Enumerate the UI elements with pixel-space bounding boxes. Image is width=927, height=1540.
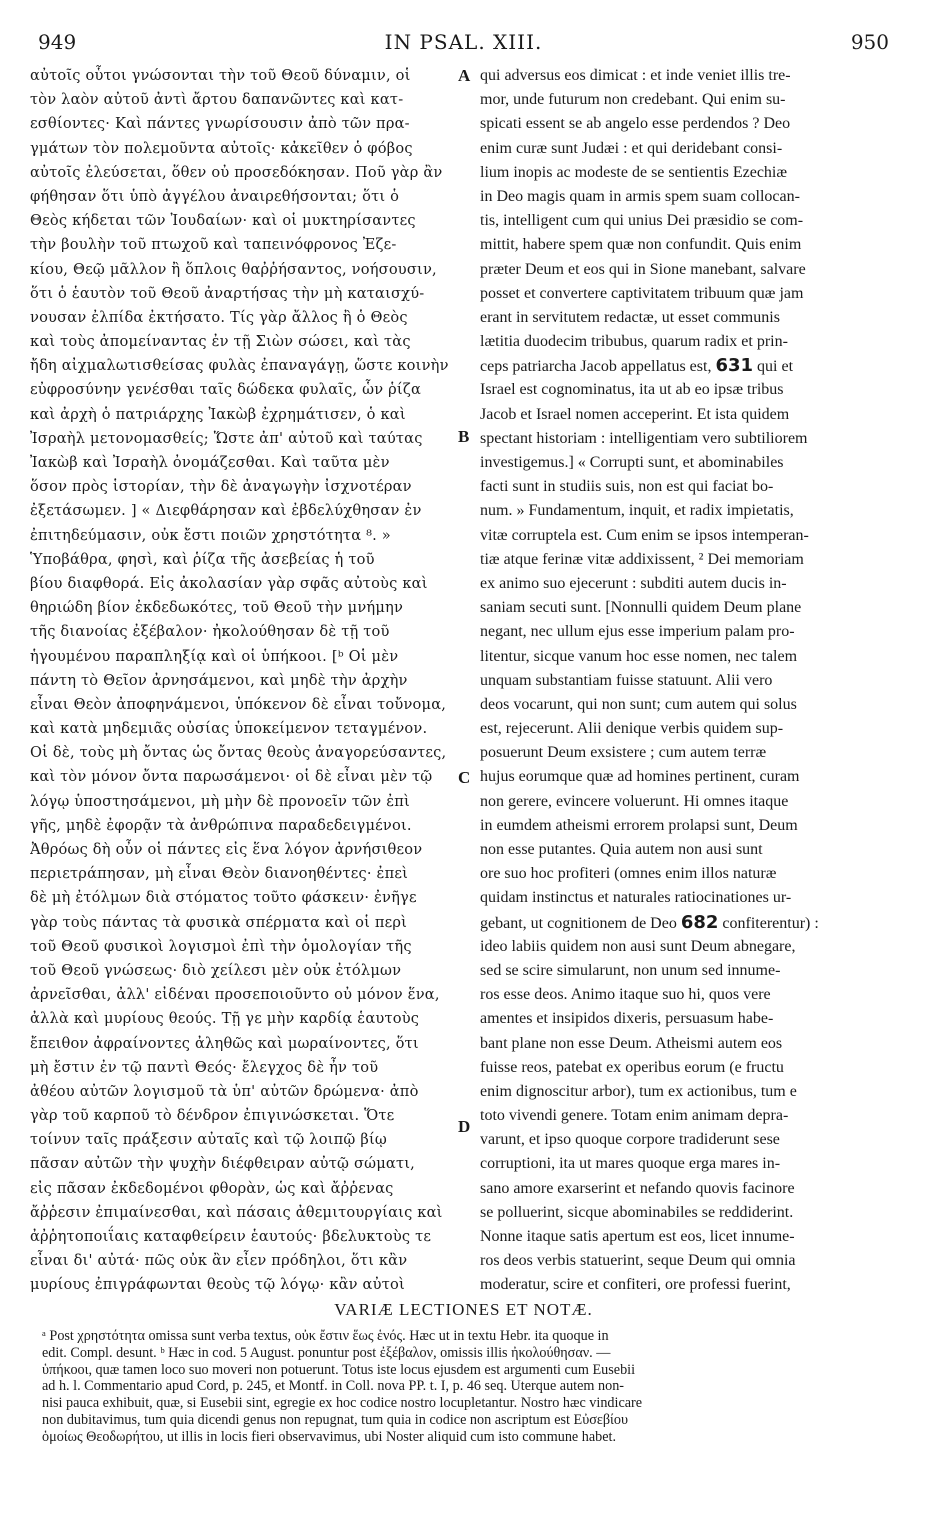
latin-text-line: saniam secuti sunt. [Nonnulli quidem Deum plane xyxy=(480,599,802,617)
left-page-number: 949 xyxy=(38,30,77,54)
greek-text-line: Ἀθρόως δὴ οὖν οἱ πάντες εἰς ἕνα λόγον ἀρνήσιθεον xyxy=(30,841,423,858)
latin-text-line: non esse putantes. Quia autem non ausi sunt xyxy=(480,841,763,858)
latin-text-line: sano amore exarserint et nefando quovis facinore xyxy=(480,1179,795,1197)
note-line: ᵃ Post χρηστότητα omissa sunt verba textus, οὐκ ἔστιν ἕως ἑνός. Hæc ut in textu Hebr. ita quoque in xyxy=(42,1328,609,1344)
latin-text-line: tiæ atque ferinæ vitæ addixissent, ² Dei memoriam xyxy=(480,550,804,568)
latin-text-line: posuerunt Deum exsistere ; cum autem terræ xyxy=(480,744,767,762)
column-number: 631 xyxy=(715,355,754,377)
latin-text-line: spectant historiam : intelligentiam vero subtiliorem xyxy=(480,429,808,447)
latin-text-line: vitæ corruptela est. Cum enim se ipsos intemperan- xyxy=(480,526,809,544)
note-line: ὑπήκοοι, quæ tamen loco suo moveri non potuerunt. Totus iste locus ejusdem est argumenti cum Eusebii xyxy=(42,1361,636,1378)
greek-text-line: καὶ τὸν μόνον ὄντα παρωσάμενοι· οἱ δὲ εἶναι μὲν τῷ xyxy=(30,768,433,786)
latin-text-line: litentur, sicque vanum hoc esse nomen, nec talem xyxy=(480,647,798,665)
latin-text-line: mor, unde futurum non credebant. Qui enim su- xyxy=(480,91,786,109)
greek-text-line: εἶναι Θεὸν ἀποφηνάμενοι, ὑπόκενον δὲ εἶναι τοὔνομα, xyxy=(30,695,447,713)
latin-text-line: facti sunt in studiis suis, non est qui faciat bo- xyxy=(480,478,774,496)
latin-text-line: toto vivendi genere. Totam enim animam depra- xyxy=(480,1107,789,1125)
latin-text-line: lium inopis ac modeste de se sentientis Ezechiæ xyxy=(480,163,788,181)
greek-text-line: Ὑποβάθρα, φησὶ, καὶ ῥίζα τῆς ἀσεβείας ἡ τοῦ xyxy=(30,550,375,568)
greek-text-line: τῆς διανοίας ἐξέβαλον· ἠκολούθησαν δὲ τῇ τοῦ xyxy=(30,623,390,641)
note-line: non dubitavimus, tum quia dicendi genus non repugnat, tum quia in codice non ascriptum est Εὐσεβίου xyxy=(42,1411,628,1428)
right-page-number: 950 xyxy=(850,30,889,54)
section-marker-b: B xyxy=(458,427,470,446)
latin-text-line: non gerere, evincere voluerunt. Hi omnes itaque xyxy=(480,792,789,810)
greek-text-line: εἰς πᾶσαν ἐκδεδομένοι φθορὰν, ὡς καὶ ἄῤῥενας xyxy=(30,1179,394,1197)
latin-text-column xyxy=(480,64,900,1298)
latin-text-line: enim curæ sunt Judæi : et qui deridebant consi- xyxy=(480,139,783,157)
greek-text-line: καὶ κατὰ μηδεμιᾶς οὐσίας ὑποκείμενον τεταγμένον. xyxy=(30,720,428,738)
notes-block xyxy=(42,1328,900,1446)
latin-text-line: ros esse deos. Animo itaque suo hi, quos vere xyxy=(480,986,771,1004)
greek-text-line: εἶναι δι' αὐτά· πῶς οὐκ ἂν εἶεν πρόδηλοι, ὅτι κἂν xyxy=(30,1252,408,1270)
note-line: nisi pauca exhibuit, quæ, si Eusebii sint, egregie ex hoc codice nostro locupletantur. Nostro hæc vindicare xyxy=(42,1395,643,1412)
section-marker-a: A xyxy=(458,66,471,85)
latin-text-line: varunt, et ipso quoque corpore tradiderunt sese xyxy=(480,1131,780,1149)
greek-text-line: τοῦ Θεοῦ φυσικοὶ λογισμοὶ ἐπὶ τὴν ὁμολογίαν τῆς xyxy=(30,937,412,955)
latin-text-line: ex animo suo ejecerunt : subditi autem ducis in- xyxy=(480,574,787,592)
latin-text-line: ore suo hoc profiteri (omnes enim illos naturæ xyxy=(480,865,777,883)
greek-text-line: ἤδη αἰχμαλωτισθείσας φυλὰς ἐπαναγάγῃ, ὥστε κοινὴν xyxy=(30,357,449,375)
latin-text-line: enim dignoscitur arbor), tum ex actionibus, tum e xyxy=(480,1082,797,1100)
latin-text-line: erant in servitutem redactæ, ut esset communis xyxy=(480,308,780,326)
greek-text-line: αὐτοῖς οὗτοι γνώσονται τὴν τοῦ Θεοῦ δύναμιν, οἱ xyxy=(30,67,411,84)
greek-text-line: μυρίους ἐπιγράφωνται θεοὺς τῷ λόγῳ· κἂν αὐτοὶ xyxy=(30,1276,405,1294)
greek-text-line: τοίνυν ταῖς πράξεσιν αὐταῖς καὶ τῷ λοιπῷ βίῳ xyxy=(30,1131,388,1149)
running-title: IN PSAL. XIII. xyxy=(384,30,543,54)
latin-text-line: deos vocarunt, qui non sunt; cum autem qui solus xyxy=(480,695,797,713)
latin-text-line: lætitia duodecim tribubus, quarum radix et prin- xyxy=(480,333,788,351)
latin-text-line: spicati essent se ab angelo esse perdendos ? Deo xyxy=(480,115,791,133)
greek-text-line: λόγῳ ὑποστησάμενοι, μὴ μὴν δὲ προνοεῖν τῶν ἐπὶ xyxy=(30,792,410,810)
greek-text-line: Ἰσραὴλ μετονομασθείς; Ὥστε ἀπ' αὐτοῦ καὶ ταύτας xyxy=(30,429,423,447)
greek-text-line: ἀλλὰ καὶ μυρίους θεούς. Τῇ γε μὴν καρδίᾳ ἑαυτοὺς xyxy=(30,1010,420,1028)
latin-text-line: sed se scire simularunt, non unum sed innume- xyxy=(480,961,781,979)
greek-text-line: τοῦ Θεοῦ γνώσεως· διὸ χείλεσι μὲν οὐκ ἐτόλμων xyxy=(30,961,402,979)
greek-text-line: φήθησαν ὅτι ὑπὸ ἀγγέλου ἀναιρεθήσονται; ὅτι ὁ xyxy=(30,187,400,205)
greek-text-line: εσθίοντες· Καὶ πάντες γνωρίσουσιν ἀπὸ τῶν πρα- xyxy=(30,115,410,133)
latin-text-line: Jacob et Israel nomen acceperint. Et ista quidem xyxy=(480,405,790,423)
greek-text-line: εὐφροσύνην γενέσθαι ταῖς δώδεκα φυλαῖς, ὧν ῥίζα xyxy=(30,381,422,399)
greek-text-line: ὅτι ὁ ἑαυτὸν τοῦ Θεοῦ ἀναρτήσας τὴν μὴ καταισχύ- xyxy=(30,284,425,302)
latin-text-line: ros deos verbis statuerint, seque Deum qui omnia xyxy=(480,1252,796,1270)
greek-text-line: καὶ τοὺς ἀπομείναντας ἐν τῇ Σιὼν σώσει, καὶ τὰς xyxy=(30,333,411,351)
greek-text-line: ἀῤῥητοποιΐαις καταφθείρειν ἑαυτούς· βδελυκτοὺς τε xyxy=(30,1228,432,1245)
latin-text-line: hujus eorumque quæ ad homines pertinent, curam xyxy=(480,768,800,786)
greek-text-line: θηριώδη βίον ἐκδεδωκότες, τοῦ Θεοῦ τὴν μνήμην xyxy=(30,599,404,617)
greek-text-line: ἔπειθον ἀφραίνοντες ἀληθῶς καὶ μωραίνοντες, ὅτι xyxy=(30,1034,419,1052)
column-number: 682 xyxy=(680,911,719,933)
greek-text-line: ἐξετάσωμεν. ] « Διεφθάρησαν καὶ ἐβδελύχθησαν ἐν xyxy=(30,502,422,520)
latin-text-line: qui adversus eos dimicat : et inde veniet illis tre- xyxy=(480,67,791,84)
greek-text-line: ἡγουμένου παραπληξίᾳ καὶ οἱ ὑπήκοοι. [ᵇ Οἱ μὲν xyxy=(30,647,399,665)
greek-text-line: κίου, Θεῷ μᾶλλον ἢ ὅπλοις θαῤῥήσαντος, νοήσουσιν, xyxy=(30,260,437,278)
greek-text-line: γμάτων τὸν πολεμοῦντα αὐτοῖς· κἀκεῖθεν ὁ φόβος xyxy=(30,139,413,157)
greek-text-line: πάντη τὸ Θεῖον ἀρνησάμενοι, καὶ μηδὲ τὴν ἀρχὴν xyxy=(30,671,408,689)
latin-text-line: negant, nec ullum ejus esse imperium palam pro- xyxy=(480,623,795,641)
greek-text-line: Θεὸς κήδεται τῶν Ἰουδαίων· καὶ οἱ μυκτηρίσαντες xyxy=(30,212,416,230)
greek-text-column xyxy=(30,64,460,1298)
latin-text-line: quidam instinctus et naturales ratiocinationes ur- xyxy=(480,889,792,907)
latin-text-line: unquam substantiam fuisse statuunt. Alii vero xyxy=(480,671,773,689)
note-line: edit. Compl. desunt. ᵇ Hæc in cod. 5 August. ponuntur post ἐξέβαλον, omissis illis ἠκολούθησαν. — xyxy=(42,1344,611,1361)
greek-text-line: ἀθέου αὐτῶν λογισμοῦ τὰ ὑπ' αὐτῶν δρώμενα· ἀπὸ xyxy=(30,1082,419,1100)
latin-text-line: corruptioni, ita ut mares quoque erga mares in- xyxy=(480,1155,781,1173)
greek-text-line: ἐπιτηδεύμασιν, οὐκ ἔστι ποιῶν χρηστότητα ⁸. » xyxy=(30,526,391,544)
greek-text-line: ὅσον πρὸς ἱστορίαν, τὴν δὲ ἀναγωγὴν ἰσχνοτέραν xyxy=(30,478,412,496)
greek-text-line: Οἱ δὲ, τοὺς μὴ ὄντας ὡς ὄντας θεοὺς ἀναγορεύσαντες, xyxy=(30,744,447,762)
note-line: ὁμοίως Θεοδωρήτου, ut illis in locis fieri observavimus, ubi Noster aliquid cum isto commune habet. xyxy=(42,1428,617,1445)
latin-text-line: fuisse reos, patebat ex operibus eorum (e fructu xyxy=(480,1058,784,1076)
latin-text-line: est, rejecerunt. Alii denique verbis quidem sup- xyxy=(480,720,784,738)
greek-text-line: τὴν βουλὴν τοῦ πτωχοῦ καὶ ταπεινόφρονος Ἐζε- xyxy=(30,236,397,254)
latin-text-line: amentes et insipidos dixeris, persuasum habe- xyxy=(480,1010,774,1028)
latin-text-line: gebant, ut cognitionem de Deo 682 confiterentur) : xyxy=(480,911,819,933)
latin-text-line: in Deo magis quam in armis spem suam collocan- xyxy=(480,187,800,205)
latin-text-line: moderatur, scire et confiteri, ore professi fuerint, xyxy=(480,1276,791,1294)
note-line: ad h. l. Commentario apud Cord, p. 245, et Montf. in Coll. nova PP. t. I, p. 46 seq. Uterque autem non- xyxy=(42,1378,625,1395)
latin-text-line: Israel est cognominatus, ita ut ab eo ipsæ tribus xyxy=(480,381,784,399)
greek-text-line: βίου διαφθορά. Εἰς ἀκολασίαν γὰρ σφᾶς αὐτοὺς καὶ xyxy=(30,574,428,592)
latin-text-line: num. » Fundamentum, inquit, et radix impietatis, xyxy=(480,502,794,520)
notes-title: VARIÆ LECTIONES ET NOTÆ. xyxy=(334,1300,593,1319)
latin-text-line: ceps patriarcha Jacob appellatus est, 631 qui et xyxy=(480,355,794,377)
latin-text-line: Nonne itaque satis apertum est eos, licet innume- xyxy=(480,1228,795,1245)
greek-text-line: γὰρ τοῦ καρποῦ τὸ δένδρον ἐπιγινώσκεται. Ὅτε xyxy=(30,1107,395,1125)
latin-text-line: se polluerint, sicque abominabiles se reddiderint. xyxy=(480,1203,794,1221)
greek-text-line: ἄῤῥεσιν ἐπιμαίνεσθαι, καὶ πάσαις ἀθεμιτουργίαις καὶ xyxy=(30,1203,443,1221)
latin-text-line: bant plane non esse Deum. Atheismi autem eos xyxy=(480,1034,783,1052)
greek-text-line: περιετράπησαν, μὴ εἶναι Θεὸν διανοηθέντες· ἐπεὶ xyxy=(30,865,409,883)
latin-text-line: posset et convertere captivitatem tribuum quæ jam xyxy=(480,284,804,302)
greek-text-line: γὰρ τοὺς πάντας τὰ φυσικὰ σπέρματα καὶ οἱ περὶ xyxy=(30,913,408,931)
greek-text-line: πᾶσαν αὐτῶν τὴν ψυχὴν διέφθειραν αὐτῷ σώματι, xyxy=(30,1155,416,1173)
latin-text-line: ideo labiis quidem non ausi sunt Deum abnegare, xyxy=(480,937,796,955)
latin-text-line: investigemus.] « Corrupti sunt, et abominabiles xyxy=(480,454,784,471)
section-marker-c: C xyxy=(458,768,471,787)
page-header xyxy=(30,30,897,60)
greek-text-line: δὲ μὴ ἐτόλμων διὰ στόματος τοῦτο φάσκειν· ἐνῆγε xyxy=(30,889,417,907)
greek-text-line: μὴ ἔστιν ἐν τῷ παντὶ Θεός· ἔλεγχος δὲ ἦν τοῦ xyxy=(30,1058,379,1076)
greek-text-line: νουσαν ἐλπίδα ἐκτήσατο. Τίς γὰρ ἄλλος ἢ ὁ Θεὸς xyxy=(30,308,408,326)
greek-text-line: Ἰακὼβ καὶ Ἰσραὴλ ὀνομάζεσθαι. Καὶ ταῦτα μὲν xyxy=(30,454,390,471)
greek-text-line: ἀρνεῖσθαι, ἀλλ' εἰδέναι προσεποιοῦντο οὐ μόνον ἕνα, xyxy=(30,986,440,1004)
greek-text-line: τὸν λαὸν αὐτοῦ ἀντὶ ἄρτου δαπανῶντες καὶ κατ- xyxy=(30,91,404,109)
latin-text-line: in eumdem atheismi errorem prolapsi sunt, Deum xyxy=(480,816,798,834)
section-marker-d: D xyxy=(458,1117,471,1136)
latin-text-line: mittit, habere spem quæ non confundit. Quis enim xyxy=(480,236,802,254)
latin-text-line: præter Deum et eos qui in Sione manebant, salvare xyxy=(480,260,806,278)
greek-text-line: γῆς, μηδὲ ἐφορᾷν τὰ ἀνθρώπινα παραδεδειγμένοι. xyxy=(30,816,412,834)
greek-text-line: αὐτοῖς ἐλεύσεται, ὅθεν οὐ προσεδόκησαν. Ποῦ γὰρ ἂν xyxy=(30,163,443,181)
latin-text-line: tis, intelligent cum qui unius Dei præsidio se com- xyxy=(480,212,804,230)
greek-text-line: καὶ ἀρχὴ ὁ πατριάρχης Ἰακὼβ ἐχρημάτισεν, ὁ καὶ xyxy=(30,405,406,423)
